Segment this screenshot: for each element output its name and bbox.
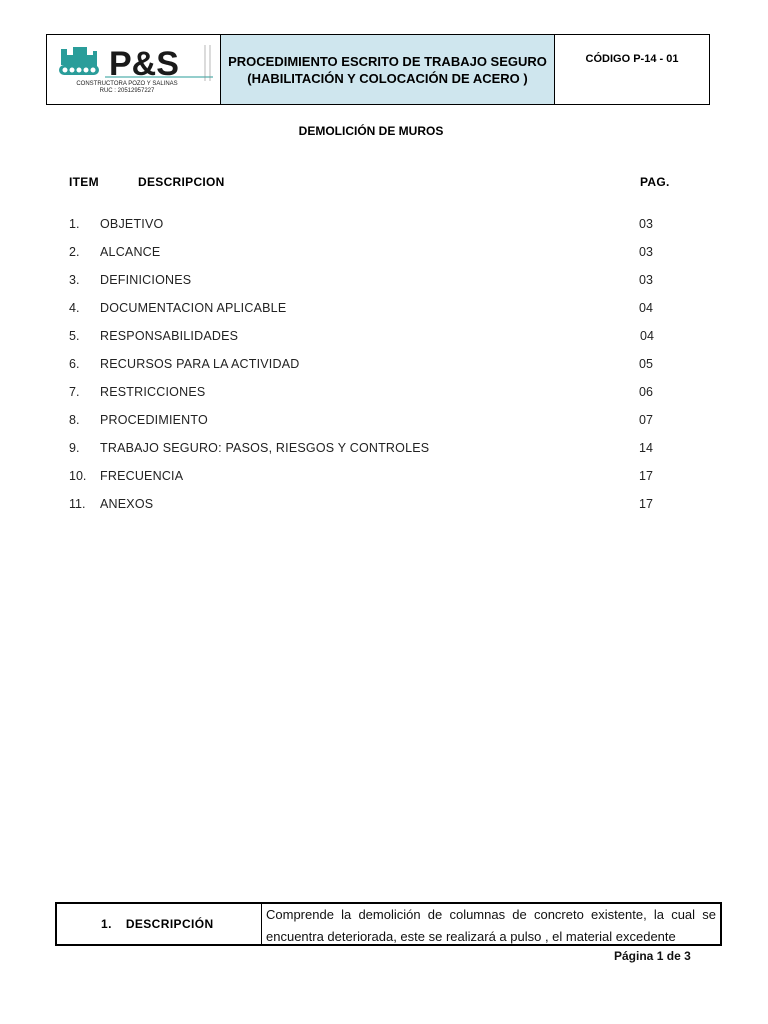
toc-row-page: 14 [639,441,653,455]
company-name: CONSTRUCTORA POZO Y SALINAS [76,81,178,87]
toc-header-description: DESCRIPCION [138,175,225,189]
toc-row-number: 2. [69,245,80,259]
toc-row [0,273,768,289]
toc-row-number: 1. [69,217,80,231]
toc-row-description: ALCANCE [100,245,161,259]
toc-row-description: RECURSOS PARA LA ACTIVIDAD [100,357,300,371]
section-number: 1. [101,917,112,931]
toc-row-number: 5. [69,329,80,343]
toc-row-number: 4. [69,301,80,315]
toc-row-page: 05 [639,357,653,371]
document-code: CÓDIGO P-14 - 01 [585,53,679,65]
toc-row [0,441,768,457]
toc-header-page: PAG. [640,175,670,189]
toc-row-page: 07 [639,413,653,427]
toc-row [0,413,768,429]
toc-row [0,497,768,513]
bulldozer-logo-icon [55,41,215,83]
toc-row-page: 04 [639,301,653,315]
procedure-title-cell [221,35,555,104]
procedure-title-line1: PROCEDIMIENTO ESCRITO DE TRABAJO SEGURO [228,53,547,69]
footer-page: 1 [656,949,664,963]
toc-row [0,301,768,317]
toc-header-item: ITEM [69,175,99,189]
toc-row [0,217,768,233]
document-title: DEMOLICIÓN DE MUROS [298,124,444,138]
section-label-cell [57,904,262,944]
logo-brand-text: P&S [109,45,179,83]
toc-row-page: 17 [639,497,653,511]
section-label: DESCRIPCIÓN [125,917,214,931]
logo-subtext [72,81,182,95]
toc-row-description: ANEXOS [100,497,154,511]
toc-row-description: PROCEDIMIENTO [100,413,208,427]
toc-row [0,469,768,485]
toc-row-description: OBJETIVO [100,217,164,231]
header-table [46,34,710,105]
toc-row-number: 8. [69,413,80,427]
toc-row-number: 11. [69,497,86,511]
toc-row-description: DEFINICIONES [100,273,192,287]
toc-row-description: TRABAJO SEGURO: PASOS, RIESGOS Y CONTROLES [100,441,430,455]
toc-row-number: 9. [69,441,80,455]
toc-row-number: 7. [69,385,80,399]
toc-row-page: 03 [639,217,653,231]
footer-of: de [666,949,681,963]
toc-row-number: 6. [69,357,80,371]
toc-row-number: 3. [69,273,80,287]
toc-row [0,385,768,401]
toc-row-description: DOCUMENTACION APLICABLE [100,301,287,315]
toc-row-page: 03 [639,245,653,259]
toc-row-description: FRECUENCIA [100,469,184,483]
toc-row [0,245,768,261]
section-text: Comprende la demolición de columnas de concreto existente, la cual se encuentra deteriorada, este se realizará a pulso , el material excedente [266,907,716,944]
toc-row [0,329,768,345]
toc-row-description: RESTRICCIONES [100,385,206,399]
company-ruc: RUC : 20512957227 [99,88,155,94]
toc-row [0,357,768,373]
company-logo [47,35,221,104]
toc-row-page: 04 [640,329,654,343]
footer-total: 3 [684,949,691,963]
toc-row-page: 06 [639,385,653,399]
toc-row-description: RESPONSABILIDADES [100,329,239,343]
section-table [55,902,722,946]
toc-row-page: 03 [639,273,653,287]
toc-row-page: 17 [639,469,653,483]
footer-prefix: Página [614,949,654,963]
toc-row-number: 10. [69,469,87,483]
procedure-title-line2: (HABILITACIÓN Y COLOCACIÓN DE ACERO ) [247,70,528,86]
page-footer [614,949,691,963]
